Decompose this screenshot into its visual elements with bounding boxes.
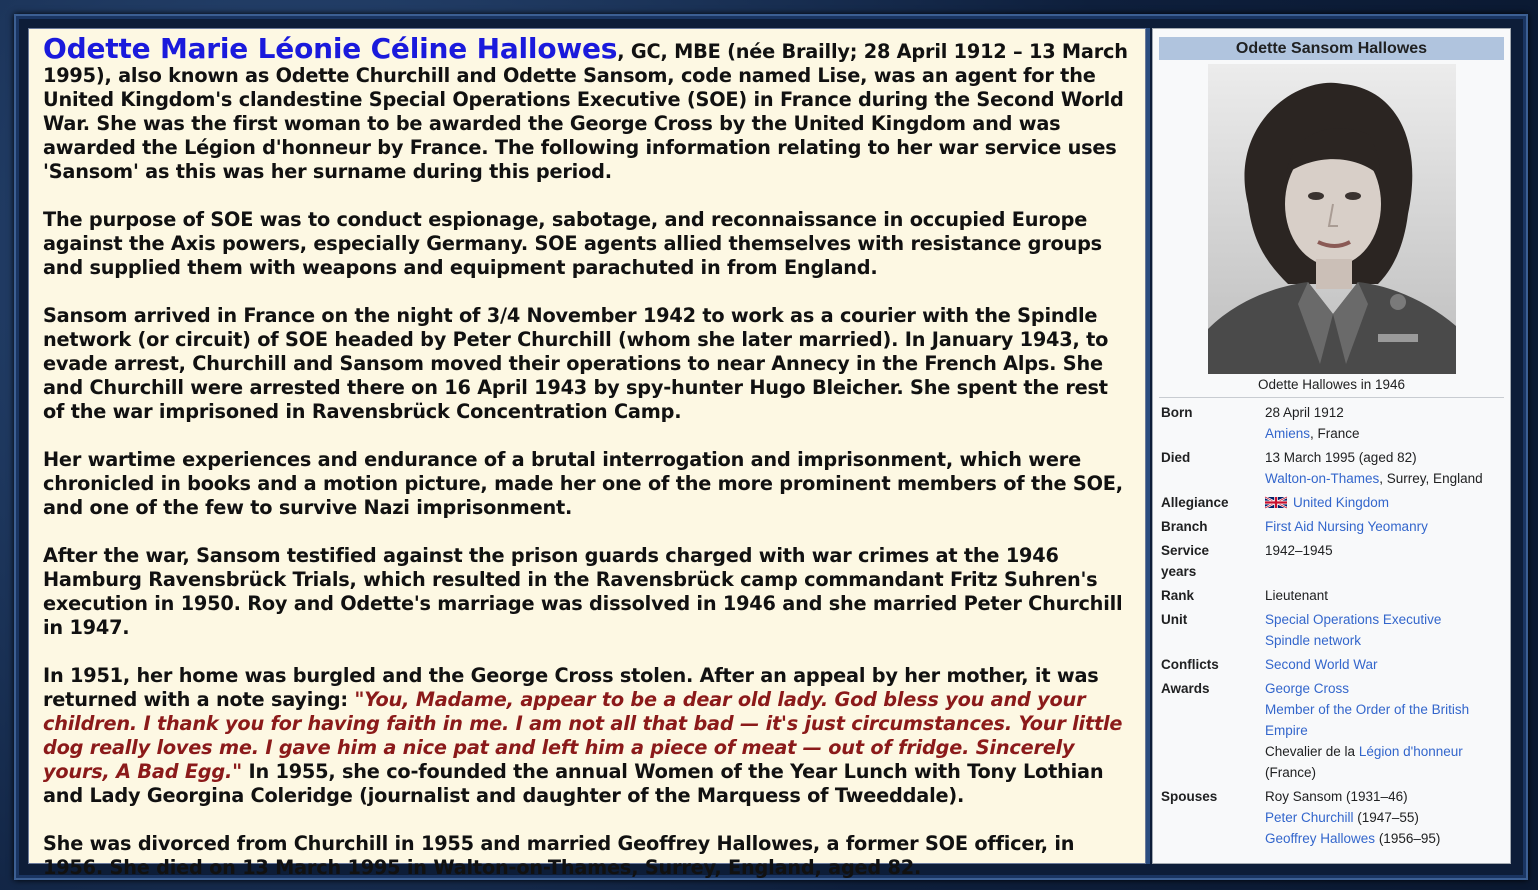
infobox-rows bbox=[1153, 398, 1510, 849]
wartime-paragraph: Her wartime experiences and endurance of a brutal interrogation and imprisonment, which were chronicled in books and a motion picture, made her one of the more prominent members of the SOE, and one of the few to survive Nazi imprisonment. bbox=[43, 448, 1123, 519]
walton-link[interactable]: Walton-on-Thames bbox=[1265, 471, 1380, 486]
chevalier-text: Chevalier de la bbox=[1265, 744, 1359, 759]
photo-caption: Odette Hallowes in 1946 bbox=[1257, 377, 1406, 392]
mbe-link[interactable]: Member of the Order of the British Empire bbox=[1265, 702, 1470, 738]
spouses-label: Spouses bbox=[1161, 789, 1218, 804]
died-place-rest: , Surrey, England bbox=[1379, 471, 1483, 486]
burglary-text: In 1951, her home was burgled and the George Cross stolen. After an appeal by her mother, it was returned with a note saying: bbox=[43, 664, 1099, 711]
conflicts-row bbox=[1161, 654, 1504, 675]
service-row bbox=[1161, 540, 1504, 582]
uk-flag-icon bbox=[1265, 496, 1287, 509]
arrival-paragraph: Sansom arrived in France on the night of 3/4 November 1942 to work as a courier with the Spindle network (or circuit) of SOE headed by Peter Churchill (whom she later married). In January 1943, to evade arrest, Churchill and Sansom moved their operations to near Annecy in the French Alps. She and Churchill were arrested there on 16 April 1943 by spy-hunter Hugo Bleicher. She spent the rest of the war imprisoned in Ravensbrück Concentration Camp. bbox=[43, 304, 1109, 423]
died-value bbox=[1265, 447, 1504, 489]
born-value bbox=[1265, 402, 1504, 444]
service-label: Service years bbox=[1161, 543, 1210, 579]
born-country: , France bbox=[1310, 426, 1360, 441]
born-label: Born bbox=[1161, 405, 1193, 420]
fany-link[interactable]: First Aid Nursing Yeomanry bbox=[1265, 519, 1428, 534]
allegiance-row bbox=[1161, 492, 1504, 513]
portrait-photo[interactable] bbox=[1208, 64, 1456, 374]
soe-purpose-paragraph: The purpose of SOE was to conduct espionage, sabotage, and reconnaissance in occupied Europe against the Axis powers, especially Germany. SOE agents allied themselves with resistance groups and supplied them with weapons and equipment parachuted in from England. bbox=[43, 208, 1102, 279]
died-date: 13 March 1995 (aged 82) bbox=[1265, 450, 1417, 465]
died-label: Died bbox=[1161, 450, 1191, 465]
branch-row bbox=[1161, 516, 1504, 537]
united-kingdom-link[interactable]: United Kingdom bbox=[1293, 495, 1390, 510]
george-cross-link[interactable]: George Cross bbox=[1265, 681, 1350, 696]
geoffrey-hallowes-link[interactable]: Geoffrey Hallowes bbox=[1265, 831, 1376, 846]
postwar-paragraph: After the war, Sansom testified against the prison guards charged with war crimes at the 1946 Hamburg Ravensbrück Trials, which resulted in the Ravensbrück camp commandant Fritz Suhren's execution in 1950. Roy and Odette's marriage was dissolved in 1946 and she married Peter Churchill in 1947. bbox=[43, 544, 1123, 639]
unit-label: Unit bbox=[1161, 612, 1188, 627]
spouse-geoffrey-years: (1956–95) bbox=[1375, 831, 1441, 846]
conflicts-label: Conflicts bbox=[1161, 657, 1219, 672]
spouses-row bbox=[1161, 786, 1504, 849]
awards-row bbox=[1161, 678, 1504, 783]
peter-churchill-link[interactable]: Peter Churchill bbox=[1265, 810, 1354, 825]
panel-divider bbox=[1146, 28, 1150, 864]
france-text: (France) bbox=[1265, 765, 1317, 780]
lunch-text: In 1955, she co-founded the annual Women of the Year Lunch with Tony Lothian and Lady Georgina Coleridge (journalist and daughter of the Marquess of Tweeddale). bbox=[43, 760, 1104, 807]
amiens-link[interactable]: Amiens bbox=[1265, 426, 1311, 441]
service-value: 1942–1945 bbox=[1265, 543, 1333, 558]
article-panel bbox=[28, 28, 1146, 879]
intro-text: , GC, MBE (née Brailly; 28 April 1912 – 13 March 1995), also known as Odette Churchill and Odette Sansom, code named Lise, was an agent for the United Kingdom's clandestine Special Operations Executive (SOE) in France during the Second World War. She was the first woman to be awarded the George Cross by the United Kingdom and was awarded the Légion d'honneur by France. The following information relating to her war service uses 'Sansom' as this was her surname during this period. bbox=[43, 40, 1128, 183]
rank-label: Rank bbox=[1161, 588, 1195, 603]
spouse-roy: Roy Sansom (1931–46) bbox=[1265, 789, 1408, 804]
branch-label: Branch bbox=[1161, 519, 1208, 534]
unit-row bbox=[1161, 609, 1504, 651]
article-title: Odette Marie Léonie Céline Hallowes bbox=[43, 32, 618, 65]
intro-paragraph bbox=[43, 32, 1135, 184]
ww2-link[interactable]: Second World War bbox=[1265, 657, 1378, 672]
rank-row bbox=[1161, 585, 1504, 606]
legion-honneur-link[interactable]: Légion d'honneur bbox=[1358, 744, 1463, 759]
awards-label: Awards bbox=[1161, 681, 1210, 696]
born-date: 28 April 1912 bbox=[1265, 405, 1344, 420]
soe-link[interactable]: Special Operations Executive bbox=[1265, 612, 1442, 627]
spindle-network-link[interactable]: Spindle network bbox=[1265, 633, 1362, 648]
later-life-paragraph: She was divorced from Churchill in 1955 and married Geoffrey Hallowes, a former SOE officer, in 1956. She died on 13 March 1995 in Walton-on-Thames, Surrey, England, aged 82. bbox=[43, 832, 1075, 879]
died-row bbox=[1161, 447, 1504, 489]
spouse-peter-years: (1947–55) bbox=[1353, 810, 1419, 825]
rank-value: Lieutenant bbox=[1265, 588, 1329, 603]
portrait-illustration bbox=[1208, 64, 1456, 374]
born-row bbox=[1161, 402, 1504, 444]
burglary-paragraph bbox=[43, 664, 1135, 808]
bad-egg-quote: "You, Madame, appear to be a dear old lady. God bless you and your children. I thank you for having faith in me. I am not all that bad — it's just circumstances. Your little dog really loves me. I gave him a nice pat and left him a piece of meat — out of fridge. Sincerely yours, A Bad Egg." bbox=[43, 688, 1123, 783]
infobox bbox=[1152, 28, 1511, 864]
infobox-title: Odette Sansom Hallowes bbox=[1159, 37, 1504, 60]
allegiance-label: Allegiance bbox=[1161, 495, 1229, 510]
